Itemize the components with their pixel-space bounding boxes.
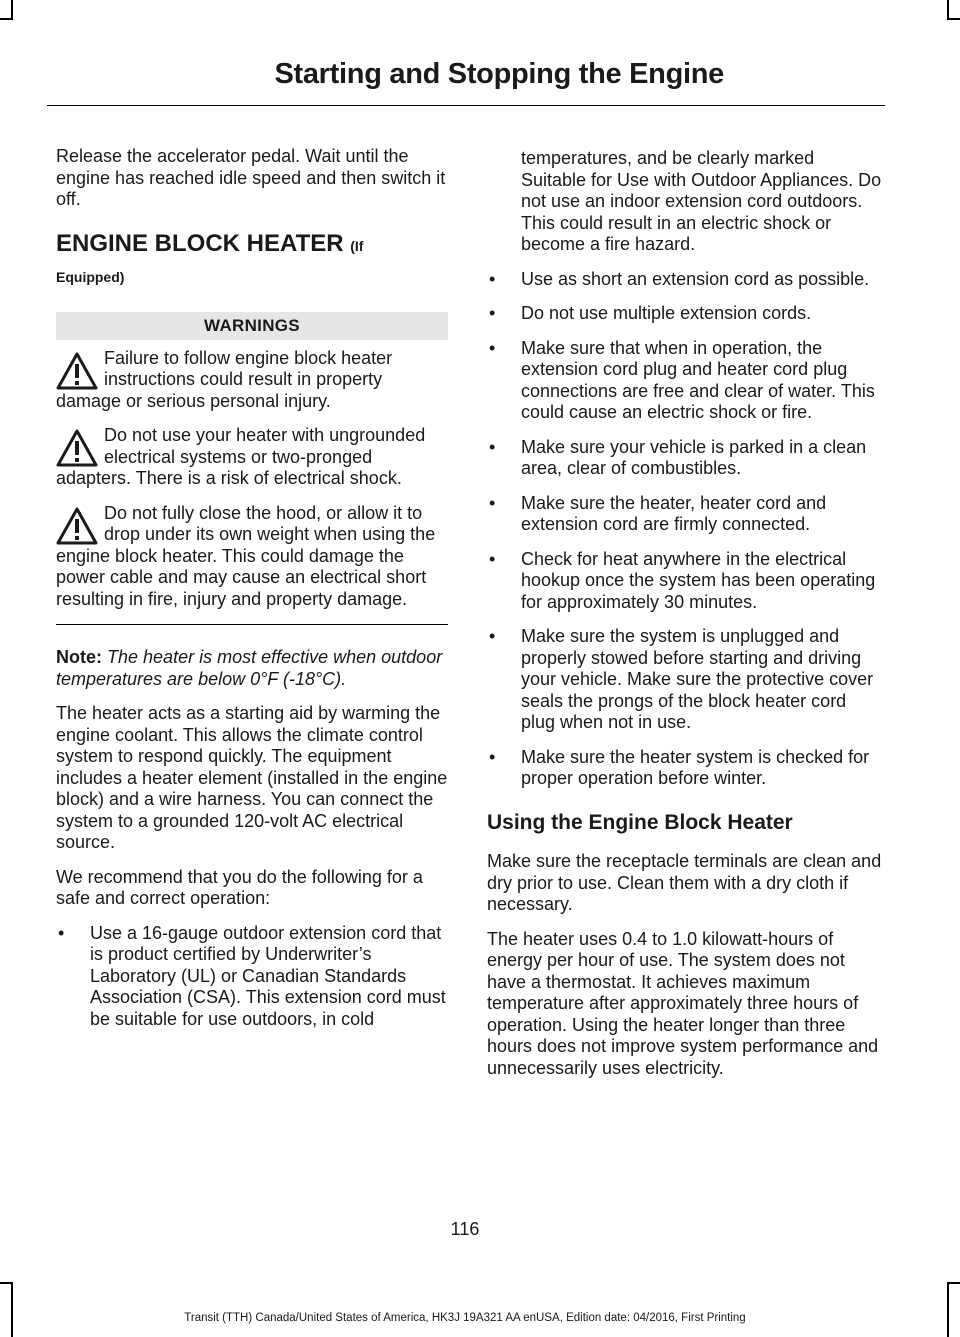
right-column: [487, 148, 883, 1092]
crop-mark: [0, 1282, 12, 1284]
warning-triangle-icon: [56, 506, 98, 546]
list-item: • Check for heat anywhere in the electrical hookup once the system has been operating for approximately 30 minutes.: [487, 549, 883, 614]
section-heading-qualifier: (If: [350, 237, 364, 254]
list-item: • Make sure your vehicle is parked in a clean area, clear of combustibles.: [487, 437, 883, 480]
warnings-divider: [56, 624, 448, 625]
note-label: Note:: [56, 647, 102, 667]
header-divider: [47, 105, 885, 106]
crop-mark: [947, 1282, 960, 1284]
body-paragraph: The heater uses 0.4 to 1.0 kilowatt-hours of energy per hour of use. The system does not have a thermostat. It achieves maximum temperature after approximately three hours of operation. Using the heater longer than three hours does not improve system performance and unnecessarily uses electricity.: [487, 928, 879, 1078]
section-heading-text: ENGINE BLOCK HEATER: [56, 229, 344, 257]
list-item: • Make sure the heater system is checked for proper operation before winter.: [487, 747, 883, 790]
warning-item: [56, 348, 448, 413]
list-item: • Do not use multiple extension cords.: [487, 303, 883, 325]
list-item: • Use a 16-gauge outdoor extension cord that is product certified by Underwriter’s Laboratory (UL) or Canadian Standards Association (CSA). This extension cord must be suitable for use outdoors, in cold: [56, 923, 448, 1031]
warnings-header: WARNINGS: [56, 312, 448, 340]
section-heading: [56, 231, 448, 259]
intro-paragraph: Release the accelerator pedal. Wait until the engine has reached idle speed and then switch it off.: [56, 146, 446, 209]
warning-triangle-icon: [56, 351, 98, 391]
body-paragraph: We recommend that you do the following for a safe and correct operation:: [56, 866, 423, 908]
list-item: • Make sure the system is unplugged and properly stowed before starting and driving your vehicle. Make sure the protective cover seals the prongs of the block heater cord plug when not in use.: [487, 626, 883, 734]
subsection-heading: Using the Engine Block Heater: [487, 810, 793, 834]
crop-mark: [0, 18, 12, 20]
warning-item: [56, 425, 448, 490]
warning-text: Do not use your heater with ungrounded electrical systems or two-pronged adapters. There is a risk of electrical shock.: [56, 425, 426, 488]
page-number: 116: [450, 1219, 480, 1239]
crop-mark: [11, 0, 13, 20]
list-item: • Make sure the heater, heater cord and extension cord are firmly connected.: [487, 493, 883, 536]
left-column: [56, 146, 448, 1043]
crop-mark: [947, 18, 960, 20]
crop-mark: [11, 1282, 13, 1337]
note-paragraph: [56, 647, 448, 690]
page-title: Starting and Stopping the Engine: [274, 58, 724, 90]
warning-item: [56, 503, 448, 611]
warning-text: Failure to follow engine block heater instructions could result in property damage or serious personal injury.: [56, 347, 393, 411]
footer-text: Transit (TTH) Canada/United States of America, HK3J 19A321 AA enUSA, Edition date: 04/2016, First Printing: [184, 1312, 746, 1324]
body-paragraph: The heater acts as a starting aid by warming the engine coolant. This allows the climate control system to respond quickly. The equipment includes a heater element (installed in the engine block) and a wire harness. You can connect the system to a grounded 120-volt AC electrical source.: [56, 703, 448, 852]
section-heading-qualifier-cont: Equipped): [56, 268, 125, 285]
body-paragraph: Make sure the receptacle terminals are clean and dry prior to use. Clean them with a dry cloth if necessary.: [487, 851, 882, 914]
bullet-list: [56, 923, 448, 1031]
list-item: • Use as short an extension cord as possible.: [487, 269, 883, 291]
bullet-list: [487, 269, 883, 790]
note-text: The heater is most effective when outdoor temperatures are below 0°F (-18°C).: [56, 647, 443, 689]
list-item-continuation: temperatures, and be clearly marked Suitable for Use with Outdoor Appliances. Do not use an indoor extension cord outdoors. This could result in an electric shock or become a fire hazard.: [521, 148, 882, 254]
crop-mark: [947, 0, 949, 20]
warning-text: Do not fully close the hood, or allow it to drop under its own weight when using the engine block heater. This could damage the power cable and may cause an electrical short resulting in fire, injury and property damage.: [56, 502, 436, 609]
crop-mark: [947, 1282, 949, 1337]
warning-triangle-icon: [56, 428, 98, 468]
list-item: • Make sure that when in operation, the extension cord plug and heater cord plug connections are free and clear of water. This could cause an electric shock or fire.: [487, 338, 883, 424]
